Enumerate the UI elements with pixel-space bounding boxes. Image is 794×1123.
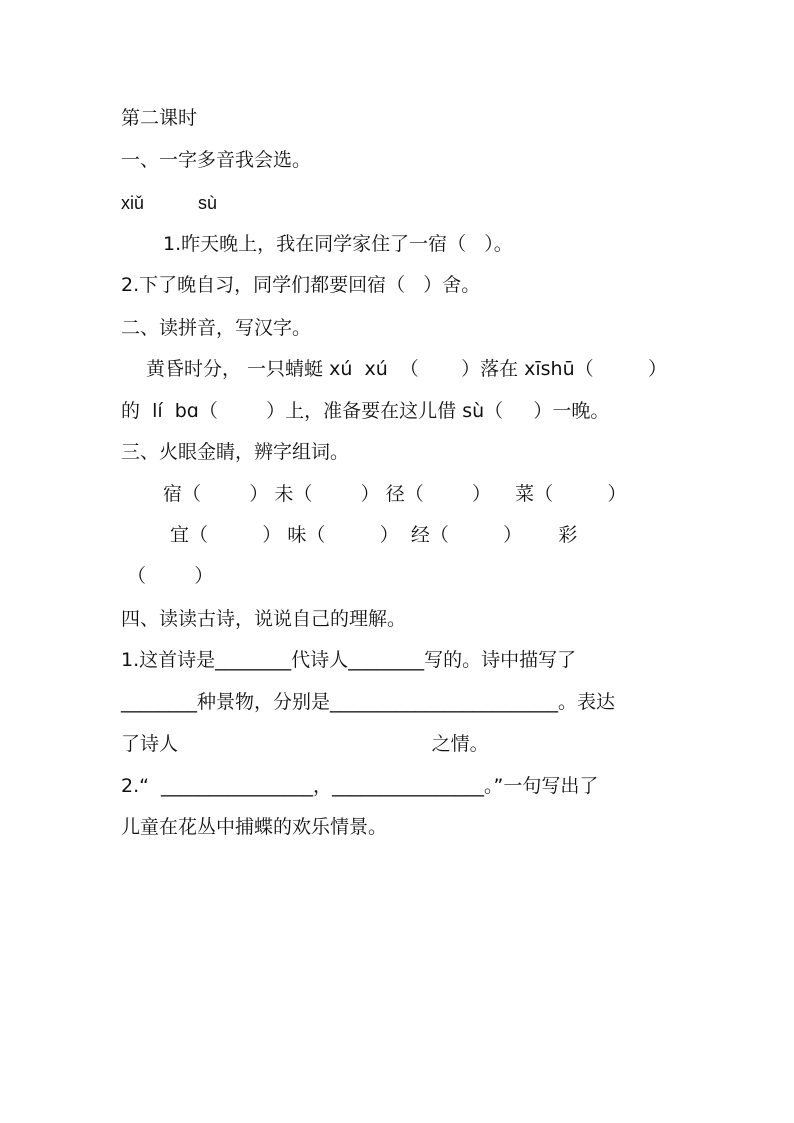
section-1-heading: 一、一字多音我会选。 [121,149,312,171]
page-title: 第二课时 [121,107,198,129]
section-4-question-1-line-1: 1.这首诗是________代诗人________写的。诗中描写了 [121,649,577,671]
section-3-row-2: 宜（ ） 味（ ） 经（ ） 彩 [170,524,578,546]
section-1-question-1: 1.昨天晚上，我在同学家住了一宿（ ）。 [163,233,513,255]
section-2-heading: 二、读拼音，写汉字。 [121,317,312,339]
section-3-heading: 三、火眼金睛，辨字组词。 [121,441,350,463]
section-2-line-1: 黄昏时分， 一只蜻蜓 xú xú （ ）落在 xīshū（ ） [146,358,667,380]
pinyin-option-su: sù [198,193,218,213]
section-4-heading: 四、读读古诗，说说自己的理解。 [121,608,407,630]
section-2-line-2: 的 lí bɑ（ ）上，准备要在这儿借 sù（ ）一晚。 [121,400,610,422]
section-4-question-1-line-2: ________种景物，分别是________________________。表达 [121,691,616,713]
section-4-question-2-line-1: 2.“ ________________，________________。”一句写出了 [121,775,599,797]
section-3-row-1: 宿（ ） 未（ ） 径（ ） 菜（ ） [163,483,627,505]
section-3-row-3: （ ） [127,565,214,587]
pinyin-option-xiu: xiǔ [121,193,145,213]
section-1-question-2: 2.下了晚自习，同学们都要回宿（ ）舍。 [121,274,481,296]
section-4-question-1-line-3: 了诗人 之情。 [121,733,489,755]
section-4-question-2-line-2: 儿童在花丛中捕蝶的欢乐情景。 [121,816,388,838]
